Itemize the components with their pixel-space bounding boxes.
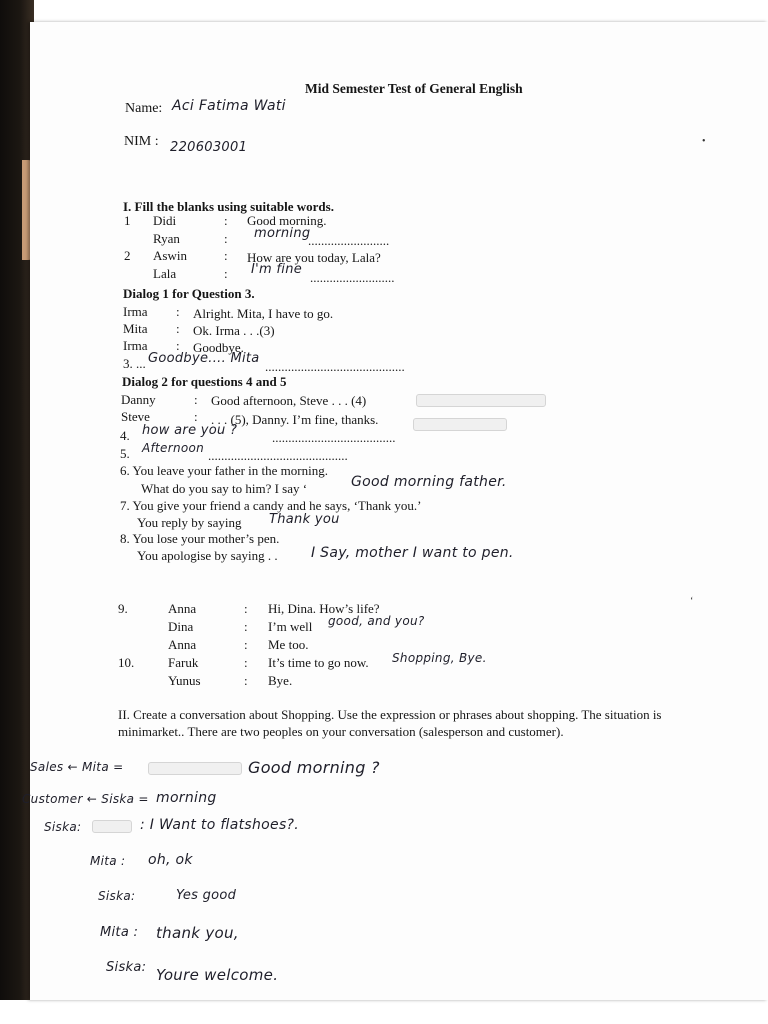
q9-speaker-3: Anna [168,637,197,652]
conv-speaker-1: Sales ← Mita = [30,760,124,774]
q2-number: 2 [124,248,131,263]
q3-prefix: 3. ... [123,356,146,371]
conv-line-3: : I Want to flatshoes?. [140,817,300,833]
conv-line-1: Good morning ? [248,758,380,777]
q9-answer: good, and you? [328,614,425,628]
q8-answer: I Say, mother I want to pen. [311,545,514,561]
q3-dots: ........................................... [265,359,405,374]
q9-colon-1: : [244,601,248,616]
dialog1-speaker-1: Irma [123,304,148,319]
conv-speaker-2: Customer ← Siska = [22,792,149,806]
dialog2-line-1: Good afternoon, Steve . . . (4) [211,393,367,408]
dialog1-line-2: Ok. Irma . . .(3) [193,323,275,338]
dialog1-line-3: Goodbye. [193,340,244,355]
q10-answer: Shopping, Bye. [392,651,487,665]
dialog1-speaker-3: Irma [123,338,148,353]
q7-answer: Thank you [269,512,340,527]
stray-mark: ʻ [690,596,694,607]
q5-answer: Afternoon [142,441,205,455]
q8-line-2: You apologise by saying . . [137,548,278,563]
q1-dots: ......................... [308,233,390,248]
q7-line-1: 7. You give your friend a candy and he says, ‘Thank you.’ [120,498,422,513]
conv-line-2: morning [156,790,217,806]
dialog1-colon-1: : [176,304,180,319]
conv-speaker-6: Mita : [100,925,139,940]
q10-number: 10. [118,655,135,670]
q1-number: 1 [124,213,131,228]
q10-speaker-1: Faruk [168,655,199,670]
q3-answer: Goodbye.... Mita [148,351,260,366]
q6-line-2: What do you say to him? I say ‘ [141,481,308,496]
q6-answer: Good morning father. [351,474,507,490]
dialog1-speaker-2: Mita [123,321,148,336]
name-value: Aci Fatima Wati [172,98,286,114]
q9-colon-3: : [244,637,248,652]
dialog2-colon-2: : [194,409,198,424]
conv-line-7: Youre welcome. [156,966,279,984]
q1-speaker-ryan: Ryan [153,231,180,246]
stray-dot: • [702,136,706,147]
q10-line-2: Bye. [268,673,293,688]
page-title: Mid Semester Test of General English [305,81,523,96]
q8-line-1: 8. You lose your mother’s pen. [120,531,280,546]
q1-colon-2: : [224,231,228,246]
q9-line-1: Hi, Dina. How’s life? [268,601,380,616]
dialog1-heading: Dialog 1 for Question 3. [123,286,255,301]
q1-colon-1: : [224,213,228,228]
dialog1-colon-3: : [176,338,180,353]
q10-colon-1: : [244,655,248,670]
q7-line-2: You reply by saying [137,515,242,530]
section2-instruction: II. Create a conversation about Shopping. Use the expression or phrases about shopping. The situation is minimarket.. There are two peoples on your conversation (salesperson and customer). [118,707,662,739]
correction-tape [92,820,132,833]
scan-dark-edge [0,0,34,1000]
q10-line-1: It’s time to go now. [268,655,369,670]
q9-speaker-1: Anna [168,601,197,616]
name-label: Name: [125,101,163,116]
conv-line-5: Yes good [176,888,237,903]
q10-speaker-2: Yunus [168,673,201,688]
q5-dots: ........................................... [208,448,348,463]
conv-speaker-4: Mita : [90,854,126,868]
q4-answer: how are you ? [142,423,238,438]
conv-speaker-7: Siska: [106,960,147,975]
conv-line-6: thank you, [156,924,239,942]
conv-speaker-3: Siska: [44,820,82,834]
dialog1-line-1: Alright. Mita, I have to go. [193,306,334,321]
q2-colon-2: : [224,266,228,281]
dialog2-colon-1: : [194,392,198,407]
dialog2-line-2: . . . (5), Danny. I’m fine, thanks. [211,412,379,427]
correction-tape [416,394,546,407]
conv-speaker-5: Siska: [98,889,136,903]
q9-line-3: Me too. [268,637,309,652]
q4-prefix: 4. [120,428,130,443]
q9-speaker-2: Dina [168,619,194,634]
correction-tape [148,762,242,775]
section1-heading: I. Fill the blanks using suitable words. [123,199,334,214]
q2-colon-1: : [224,248,228,263]
dialog1-colon-2: : [176,321,180,336]
correction-tape [413,418,507,431]
q6-line-1: 6. You leave your father in the morning. [120,463,328,478]
q1-line: Good morning. [247,213,327,228]
q1-answer: morning [254,226,311,241]
q2-dots: .......................... [310,270,395,285]
dialog2-heading: Dialog 2 for questions 4 and 5 [122,374,287,389]
nim-label: NIM : [124,134,159,149]
q1-speaker-didi: Didi [153,213,177,228]
nim-value: 220603001 [170,140,248,155]
q5-prefix: 5. [120,446,130,461]
conv-line-4: oh, ok [148,852,193,868]
q4-dots: ...................................... [272,430,396,445]
dialog2-speaker-1: Danny [121,392,156,407]
q2-speaker-aswin: Aswin [153,248,187,263]
q9-line-2: I’m well [268,619,313,634]
q2-speaker-lala: Lala [153,266,177,281]
q2-answer: I'm fine [251,262,303,277]
q9-colon-2: : [244,619,248,634]
q2-line: How are you today, Lala? [247,250,381,265]
q9-number: 9. [118,601,128,616]
q10-colon-2: : [244,673,248,688]
dialog2-speaker-2: Steve [121,409,150,424]
